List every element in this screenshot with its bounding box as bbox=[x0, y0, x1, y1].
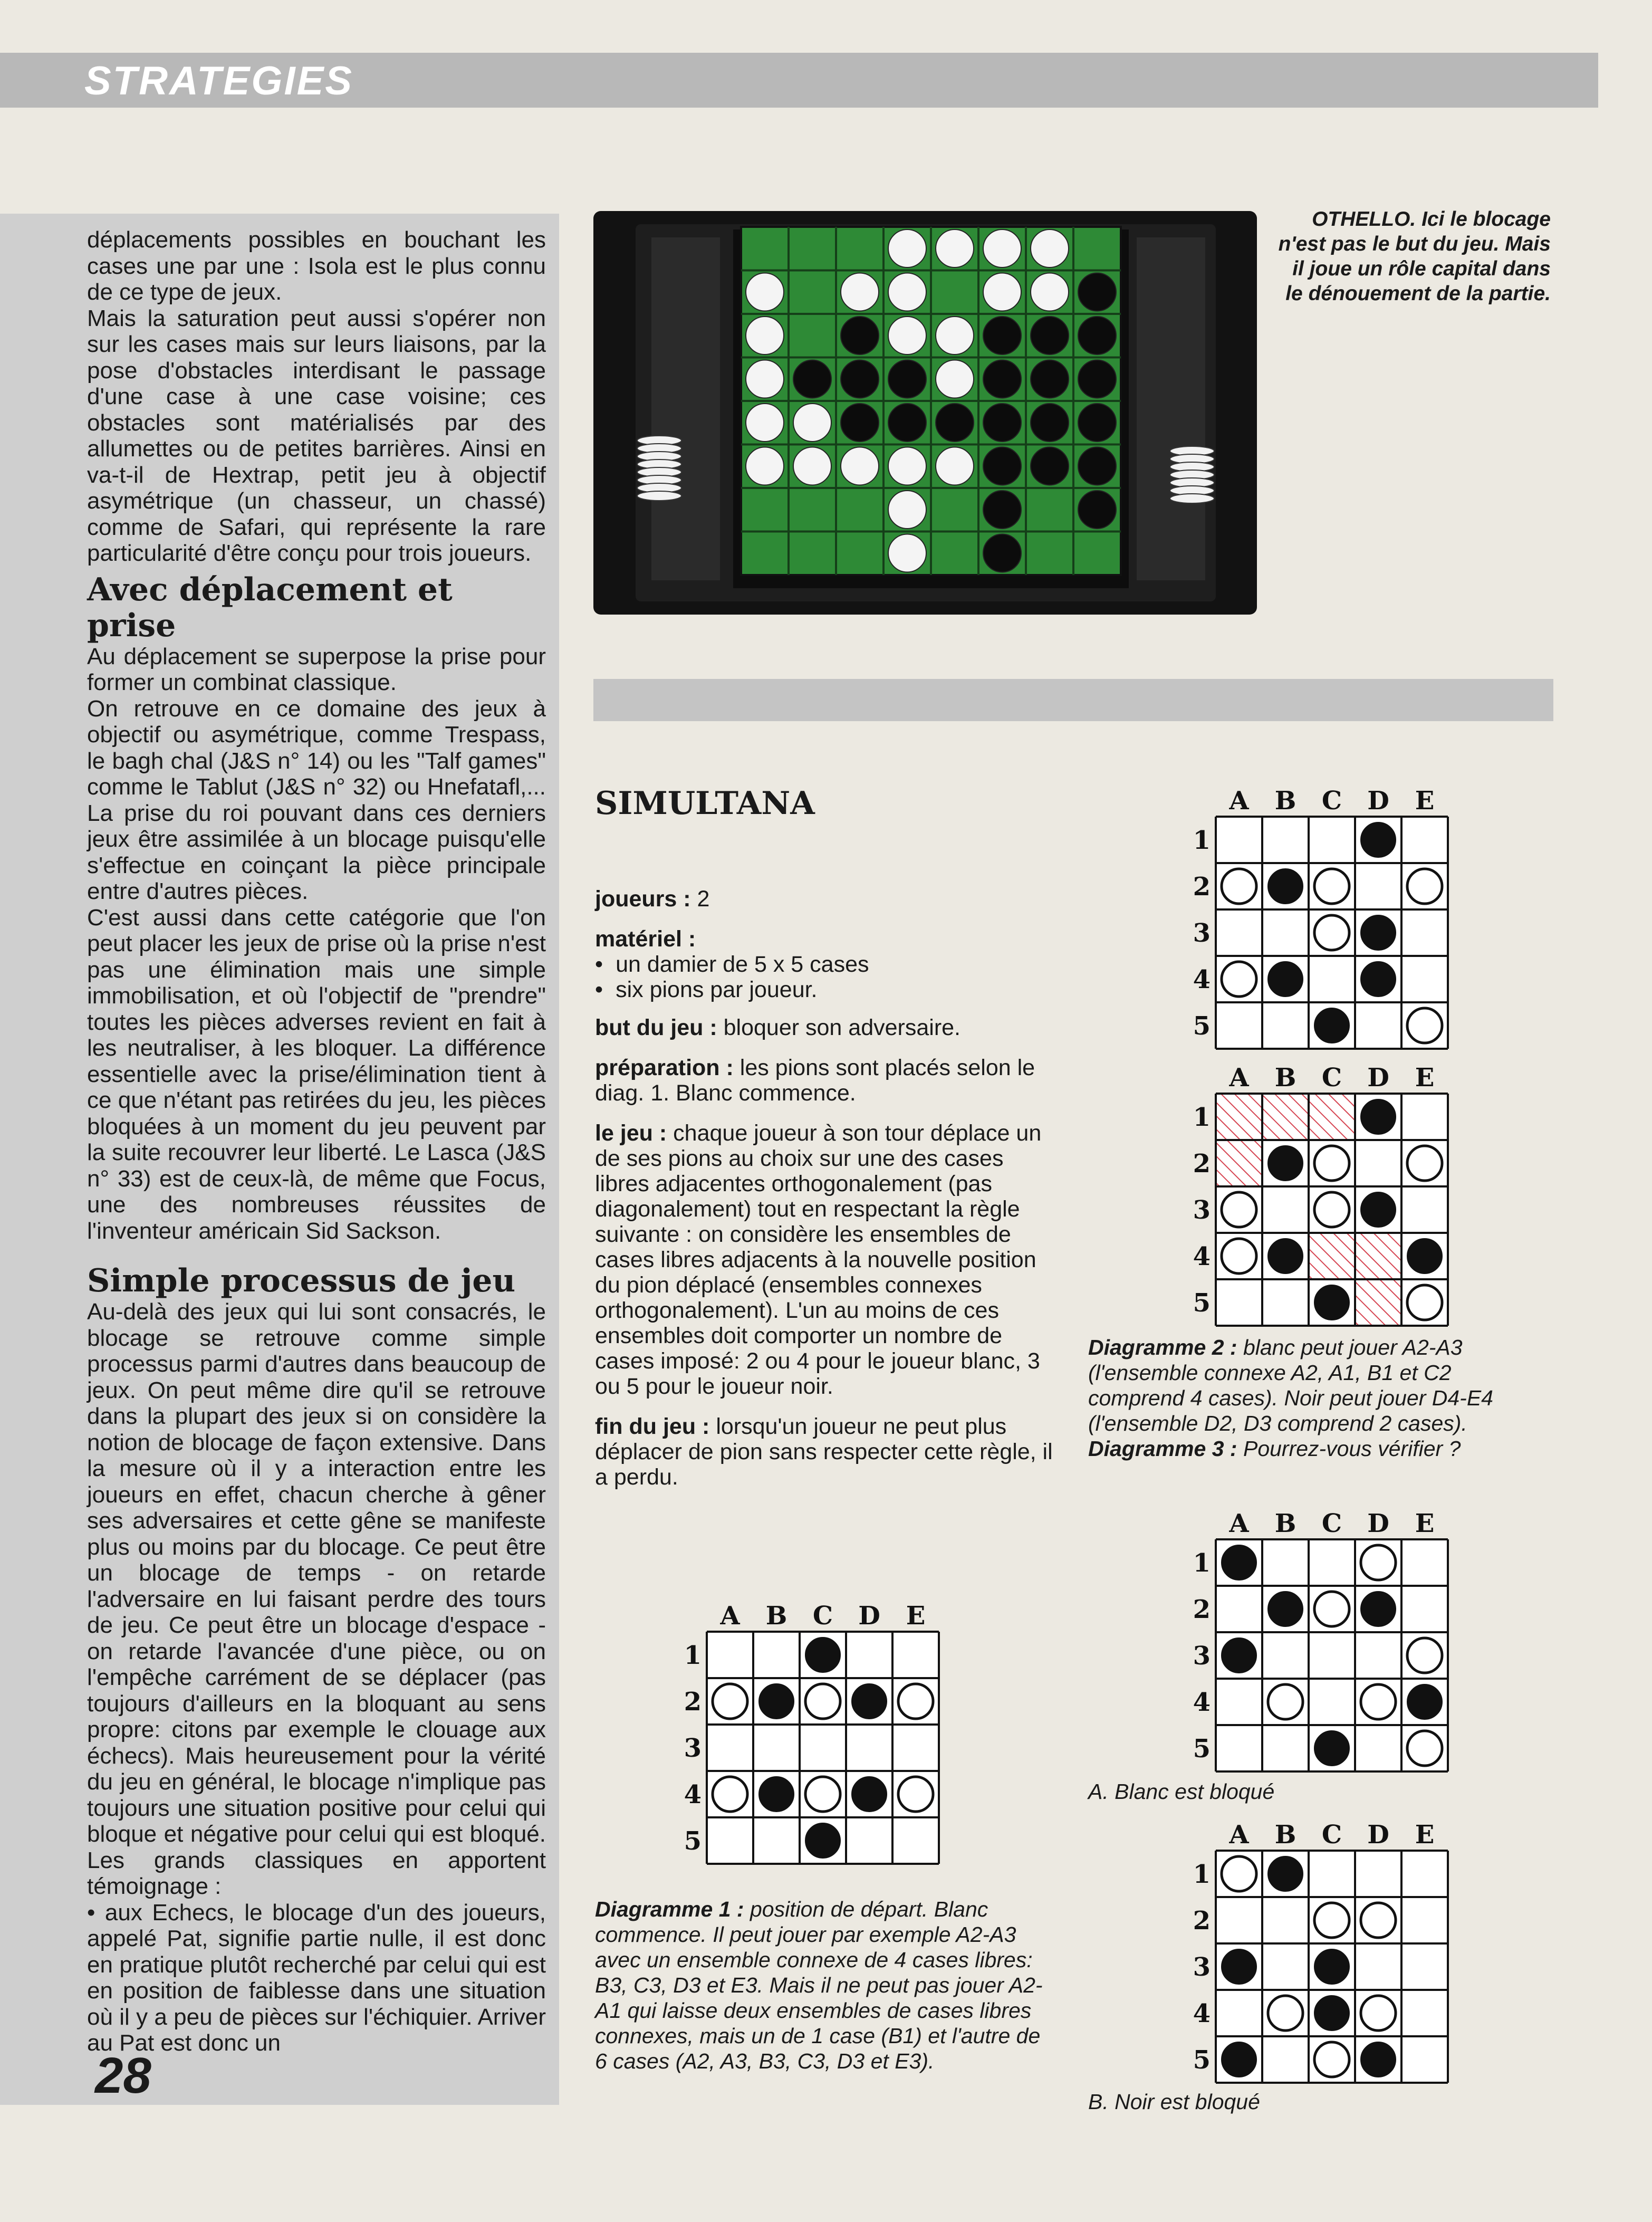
othello-black-disc bbox=[888, 404, 926, 442]
row-label: 5 bbox=[1193, 1288, 1211, 1318]
othello-white-disc bbox=[983, 273, 1021, 311]
othello-black-disc bbox=[936, 404, 974, 442]
black-piece bbox=[1314, 1731, 1349, 1766]
diagram-3a bbox=[1189, 1509, 1451, 1777]
othello-black-disc bbox=[1078, 317, 1116, 355]
column-label: A bbox=[1229, 1063, 1249, 1093]
row-label: 3 bbox=[684, 1733, 702, 1763]
paragraph: • aux Echecs, le blocage d'un des joueurs, appelé Pat, signifie partie nulle, il est donc en pratique plutôt recherché par celui qui est en position de faiblesse dans une situation où il y a peu de pièces sur l'échiquier. Arriver au Pat est donc un bbox=[87, 1899, 546, 2056]
othello-white-disc bbox=[793, 404, 831, 442]
othello-white-disc bbox=[746, 273, 784, 311]
row-label: 2 bbox=[1193, 1595, 1211, 1624]
caption-text: position de départ. Blanc commence. Il peut jouer par exemple A2-A3 avec un ensemble connexe de 4 cases libres: B3, C3, D3 et E3. Mais il ne peut pas jouer A2-A1 qui laisse deux ensembles de cases libres connexes, mais un de 1 case (B1) et l'autre de 6 cases (A2, A3, B3, C3, D3 et E3). bbox=[595, 1897, 1043, 2073]
othello-black-disc bbox=[841, 317, 879, 355]
othello-white-disc bbox=[746, 317, 784, 355]
column-label: C bbox=[1321, 1820, 1342, 1850]
othello-white-disc bbox=[746, 447, 784, 485]
othello-black-disc bbox=[983, 360, 1021, 398]
white-piece bbox=[1407, 1731, 1442, 1766]
column-label: C bbox=[812, 1601, 833, 1631]
othello-white-disc bbox=[936, 360, 974, 398]
section-heading: Simple processus de jeu bbox=[87, 1262, 516, 1299]
paragraph: Au-delà des jeux qui lui sont consacrés, le blocage se retrouve comme simple processus parmi d'autres dans beaucoup de jeux. On peut même dire qu'il se retrouve dans la plupart des jeux si on considère la notion de blocage de façon extensive. Dans la mesure où il y a interaction entre les joueurs en effet, chacun cherche à gêner ses adversaires et cette gêne se manifeste plus ou moins par du blocage. Ce peut être un blocage de temps - on retarde l'adversaire en lui faisant perdre des tours de jeu. Ce peut être un blocage d'espace - on retarde l'avancée d'une pièce, ou on l'empêche carrément de se déplacer (pas toujours d'ailleurs en la bloquant au sens propre: citons par exemple le clouage aux échecs). Mais heureusement pour la vérité du jeu en général, le blocage n'implique pas toujours une situation positive pour celui qui bloque et négative pour celui qui est bloqué. Les grands classiques en apportent témoignage : bbox=[87, 1299, 546, 1899]
black-piece bbox=[1361, 2042, 1396, 2077]
hatched-cell bbox=[1355, 1279, 1401, 1326]
black-piece bbox=[1361, 962, 1396, 997]
othello-white-disc bbox=[793, 447, 831, 485]
othello-black-disc bbox=[1078, 273, 1116, 311]
white-piece bbox=[1314, 1146, 1349, 1181]
black-piece bbox=[1268, 1592, 1303, 1626]
black-piece bbox=[1268, 869, 1303, 904]
white-piece bbox=[1314, 1192, 1349, 1227]
column-label: D bbox=[1367, 1820, 1389, 1850]
white-piece bbox=[1407, 869, 1442, 904]
column-label: E bbox=[906, 1601, 926, 1631]
row-label: 4 bbox=[684, 1780, 702, 1809]
black-piece bbox=[1361, 915, 1396, 950]
diagram-board bbox=[680, 1601, 942, 1867]
rule-label: fin du jeu : bbox=[595, 1414, 710, 1439]
rule-label: préparation : bbox=[595, 1055, 734, 1080]
othello-black-disc bbox=[1031, 447, 1069, 485]
rule-label: matériel : bbox=[595, 926, 696, 952]
rule-label: but du jeu : bbox=[595, 1015, 717, 1040]
black-piece bbox=[1222, 1545, 1256, 1580]
diagram-3b bbox=[1189, 1820, 1451, 2089]
column-label: E bbox=[1415, 1509, 1435, 1538]
othello-white-disc bbox=[936, 229, 974, 267]
diagram-board bbox=[1189, 786, 1451, 1052]
black-piece bbox=[1361, 1192, 1396, 1227]
column-label: D bbox=[1367, 786, 1389, 816]
diagram-board bbox=[1189, 1509, 1451, 1775]
row-label: 3 bbox=[1193, 918, 1211, 948]
section-heading: Avec déplacement et prise bbox=[87, 571, 453, 644]
white-piece bbox=[1314, 1592, 1349, 1626]
row-label: 4 bbox=[1193, 1242, 1211, 1271]
black-piece bbox=[1222, 1949, 1256, 1984]
column-label: C bbox=[1321, 786, 1342, 816]
diagram-1 bbox=[680, 1601, 942, 1870]
othello-black-disc bbox=[1031, 404, 1069, 442]
black-piece bbox=[1407, 1684, 1442, 1719]
column-label: A bbox=[1229, 786, 1249, 816]
rule-value: bloquer son adversaire. bbox=[723, 1015, 961, 1040]
othello-white-disc bbox=[936, 317, 974, 355]
othello-white-disc bbox=[936, 447, 974, 485]
column-label: A bbox=[720, 1601, 740, 1631]
caption-text: Pourrez-vous vérifier ? bbox=[1243, 1436, 1461, 1461]
rule-label: le jeu : bbox=[595, 1120, 667, 1146]
rule-value: lorsqu'un joueur ne peut plus déplacer de pion sans respecter cette règle, il a perdu. bbox=[595, 1414, 1053, 1490]
black-piece bbox=[759, 1684, 794, 1719]
white-piece bbox=[1407, 1638, 1442, 1673]
column-label: E bbox=[1415, 786, 1435, 816]
othello-white-disc bbox=[888, 491, 926, 529]
black-piece bbox=[1361, 1099, 1396, 1134]
black-piece bbox=[1268, 1239, 1303, 1273]
othello-black-disc bbox=[793, 360, 831, 398]
white-piece bbox=[1361, 1903, 1396, 1938]
column-label: D bbox=[858, 1601, 880, 1631]
hatched-cell bbox=[1216, 1140, 1262, 1186]
paragraph: Au déplacement se superpose la prise pour former un combinat classique. bbox=[87, 643, 546, 695]
row-label: 2 bbox=[1193, 872, 1211, 902]
row-label: 1 bbox=[1193, 826, 1211, 855]
white-piece bbox=[1222, 962, 1256, 997]
diagram-2-caption bbox=[1088, 1335, 1547, 1461]
paragraph: C'est aussi dans cette catégorie que l'on peut placer les jeux de prise où la prise n'est pas une élimination mais une simple immobilisation, et où l'objectif de "prendre" toutes les pièces adverses revient en fait à les neutraliser, à les bloquer. La différence essentielle avec la prise/élimination tient à ce que n'étant pas retirées du jeu, les pièces bloquées à un moment du jeu peuvent par la suite recouvrer leur liberté. Le Lasca (J&S n° 33) est de ceux-là, de même que Focus, une des nombreuses réussites de l'inventeur américain Sid Sackson. bbox=[87, 904, 546, 1244]
row-label: 2 bbox=[1193, 1906, 1211, 1936]
white-piece bbox=[1407, 1146, 1442, 1181]
column-label: A bbox=[1229, 1820, 1249, 1850]
othello-white-disc bbox=[888, 317, 926, 355]
row-label: 3 bbox=[1193, 1195, 1211, 1225]
row-label: 5 bbox=[1193, 1011, 1211, 1041]
diagram-board bbox=[1189, 1063, 1451, 1329]
column-label: C bbox=[1321, 1509, 1342, 1538]
black-piece bbox=[805, 1823, 840, 1858]
othello-black-disc bbox=[983, 534, 1021, 572]
black-piece bbox=[1407, 1239, 1442, 1273]
white-piece bbox=[805, 1777, 840, 1812]
othello-white-disc bbox=[888, 273, 926, 311]
white-piece bbox=[1268, 1684, 1303, 1719]
othello-white-disc bbox=[1031, 229, 1069, 267]
diagram-1-caption bbox=[595, 1897, 1054, 2074]
column-label: A bbox=[1229, 1509, 1249, 1538]
paragraph: déplacements possibles en bouchant les cases une par une : Isola est le plus connu de ce type de jeux. bbox=[87, 227, 546, 305]
othello-black-disc bbox=[888, 360, 926, 398]
white-piece bbox=[1222, 1856, 1256, 1891]
photo-caption: OTHELLO. Ici le blocage n'est pas le but du jeu. Mais il joue un rôle capital dans le dénouement de la partie. bbox=[1278, 208, 1551, 305]
black-piece bbox=[1314, 1996, 1349, 2031]
white-piece bbox=[898, 1777, 933, 1812]
game-rules bbox=[595, 886, 1054, 1505]
material-item: • six pions par joueur. bbox=[595, 977, 1054, 1002]
section-title: STRATEGIES bbox=[84, 59, 353, 103]
white-piece bbox=[1222, 869, 1256, 904]
othello-black-disc bbox=[1078, 447, 1116, 485]
othello-black-disc bbox=[983, 317, 1021, 355]
white-piece bbox=[1268, 1996, 1303, 2031]
column-label: B bbox=[765, 1601, 787, 1631]
white-piece bbox=[1314, 869, 1349, 904]
diagram-board bbox=[1189, 1820, 1451, 2086]
column-label: E bbox=[1415, 1820, 1435, 1850]
black-piece bbox=[1361, 1592, 1396, 1626]
othello-black-disc bbox=[1078, 491, 1116, 529]
othello-black-disc bbox=[1078, 360, 1116, 398]
othello-white-disc bbox=[841, 447, 879, 485]
white-piece bbox=[1407, 1285, 1442, 1320]
othello-black-disc bbox=[1031, 360, 1069, 398]
hatched-cell bbox=[1355, 1233, 1401, 1279]
white-piece bbox=[1314, 2042, 1349, 2077]
row-label: 4 bbox=[1193, 1688, 1211, 1717]
rule-value: chaque joueur à son tour déplace un de ses pions au choix sur une des cases libres adjacentes orthogonalement (pas diagonalement) tout en respectant la règle suivante : on considère les ensembles de cases libres adjacents à la nouvelle position du pion déplacé (ensembles connexes orthogonalement). L'un au moins de ces ensembles doit comporter un nombre de cases imposé: 2 ou 4 pour le joueur blanc, 3 ou 5 pour le joueur noir. bbox=[595, 1120, 1042, 1399]
divider-bar bbox=[593, 679, 1553, 721]
black-piece bbox=[1314, 1285, 1349, 1320]
row-label: 4 bbox=[1193, 965, 1211, 994]
white-piece bbox=[713, 1777, 747, 1812]
caption-label: Diagramme 1 : bbox=[595, 1897, 744, 1921]
othello-black-disc bbox=[841, 360, 879, 398]
paragraph: On retrouve en ce domaine des jeux à objectif ou asymétrique, comme Trespass, le bagh chal (J&S n° 14) ou les "Talf games" comme le Tablut (J&S n° 32) ou Hnefatafl,... La prise du roi pouvant dans ces derniers jeux être assimilée à un blocage puisqu'elle s'effectue en coinçant la pièce principale entre d'autres pièces. bbox=[87, 695, 546, 904]
othello-white-disc bbox=[841, 273, 879, 311]
column-label: B bbox=[1274, 1063, 1296, 1093]
row-label: 5 bbox=[684, 1826, 702, 1856]
othello-black-disc bbox=[983, 447, 1021, 485]
diagram-2-moves bbox=[1189, 1063, 1451, 1332]
column-label: B bbox=[1274, 1820, 1296, 1850]
white-piece bbox=[1222, 1192, 1256, 1227]
white-piece bbox=[1314, 1903, 1349, 1938]
hatched-cell bbox=[1309, 1094, 1355, 1140]
white-piece bbox=[1361, 1684, 1396, 1719]
row-label: 2 bbox=[684, 1687, 702, 1717]
row-label: 4 bbox=[1193, 1999, 1211, 2028]
page-number: 28 bbox=[95, 2047, 151, 2104]
row-label: 1 bbox=[1193, 1103, 1211, 1132]
white-piece bbox=[805, 1684, 840, 1719]
column-label: C bbox=[1321, 1063, 1342, 1093]
row-label: 3 bbox=[1193, 1952, 1211, 1982]
left-column-text bbox=[87, 227, 546, 2056]
black-piece bbox=[852, 1684, 887, 1719]
othello-photo bbox=[593, 211, 1257, 615]
othello-white-disc bbox=[1031, 273, 1069, 311]
row-label: 1 bbox=[684, 1641, 702, 1670]
black-piece bbox=[759, 1777, 794, 1812]
rule-value: les pions sont placés selon le diag. 1. Blanc commence. bbox=[595, 1055, 1035, 1106]
caption-label: Diagramme 2 : bbox=[1088, 1335, 1237, 1359]
paragraph: Mais la saturation peut aussi s'opérer non sur les cases mais sur leurs liaisons, par la pose d'obstacles interdisant le passage d'une case à une case voisine; ces obstacles sont matérialisés par des allumettes ou de petites barrières. Ainsi en va-t-il de Hextrap, petit jeu à objectif asymétrique (un chasseur, un chassé) comme de Safari, qui représente la rare particularité d'être conçu pour trois joueurs. bbox=[87, 305, 546, 566]
column-label: D bbox=[1367, 1509, 1389, 1538]
column-label: B bbox=[1274, 786, 1296, 816]
row-label: 1 bbox=[1193, 1860, 1211, 1889]
othello-white-disc bbox=[983, 229, 1021, 267]
row-label: 5 bbox=[1193, 1734, 1211, 1764]
row-label: 1 bbox=[1193, 1548, 1211, 1578]
caption-text: blanc peut jouer A2-A3 (l'ensemble connexe A2, A1, B1 et C2 comprend 4 cases). Noir peut jouer D4-E4 (l'ensemble D2, D3 comprend 2 cases). bbox=[1088, 1335, 1493, 1435]
column-label: B bbox=[1274, 1509, 1296, 1538]
othello-black-disc bbox=[1078, 404, 1116, 442]
black-piece bbox=[1268, 1856, 1303, 1891]
white-piece bbox=[898, 1684, 933, 1719]
column-label: D bbox=[1367, 1063, 1389, 1093]
white-piece bbox=[713, 1684, 747, 1719]
rule-players bbox=[595, 886, 1054, 912]
hatched-cell bbox=[1309, 1233, 1355, 1279]
black-piece bbox=[1361, 822, 1396, 857]
rule-label: joueurs : bbox=[595, 886, 691, 912]
white-piece bbox=[1361, 1545, 1396, 1580]
othello-black-disc bbox=[983, 404, 1021, 442]
row-label: 5 bbox=[1193, 2045, 1211, 2075]
rule-value: 2 bbox=[697, 886, 710, 912]
othello-black-disc bbox=[841, 404, 879, 442]
othello-board-illustration bbox=[593, 211, 1257, 615]
column-label: E bbox=[1415, 1063, 1435, 1093]
black-piece bbox=[1222, 2042, 1256, 2077]
othello-white-disc bbox=[746, 360, 784, 398]
material-list bbox=[595, 952, 1054, 1002]
game-title: SIMULTANA bbox=[595, 785, 815, 822]
othello-white-disc bbox=[888, 229, 926, 267]
hatched-cell bbox=[1262, 1094, 1309, 1140]
black-piece bbox=[1268, 962, 1303, 997]
othello-black-disc bbox=[983, 491, 1021, 529]
black-piece bbox=[852, 1777, 887, 1812]
othello-black-disc bbox=[1031, 317, 1069, 355]
row-label: 2 bbox=[1193, 1149, 1211, 1179]
black-piece bbox=[1222, 1638, 1256, 1673]
black-piece bbox=[805, 1637, 840, 1672]
diagram-3a-caption: A. Blanc est bloqué bbox=[1088, 1779, 1275, 1804]
black-piece bbox=[1314, 1008, 1349, 1043]
diagram-3b-caption: B. Noir est bloqué bbox=[1088, 2090, 1260, 2114]
row-label: 3 bbox=[1193, 1641, 1211, 1671]
diagram-2-initial bbox=[1189, 786, 1451, 1055]
white-piece bbox=[1222, 1239, 1256, 1273]
caption-label: Diagramme 3 : bbox=[1088, 1436, 1237, 1461]
othello-white-disc bbox=[746, 404, 784, 442]
material-item: • un damier de 5 x 5 cases bbox=[595, 952, 1054, 977]
white-piece bbox=[1407, 1008, 1442, 1043]
othello-white-disc bbox=[888, 534, 926, 572]
white-piece bbox=[1314, 915, 1349, 950]
white-piece bbox=[1361, 1996, 1396, 2031]
hatched-cell bbox=[1216, 1094, 1262, 1140]
black-piece bbox=[1314, 1949, 1349, 1984]
black-piece bbox=[1268, 1146, 1303, 1181]
othello-white-disc bbox=[888, 447, 926, 485]
